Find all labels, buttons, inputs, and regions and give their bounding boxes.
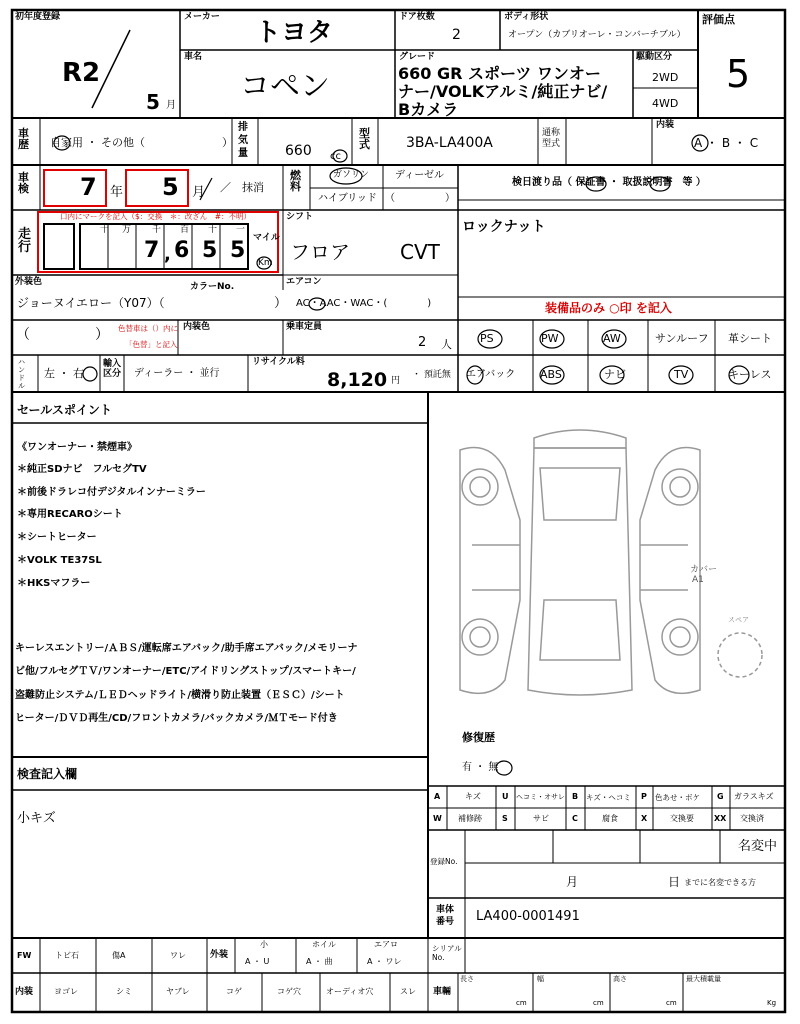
- import-value: ディーラー ・ 並行: [134, 368, 220, 379]
- bottom-ext-label: 外装: [210, 950, 229, 960]
- legend-g: G: [717, 792, 724, 801]
- sales-line-4: ＊専用RECAROシート: [17, 509, 123, 520]
- reg-deadline: までに名変できる方: [684, 878, 756, 887]
- dims-length: 長さ: [460, 975, 474, 983]
- inspection-year: 7: [80, 173, 97, 201]
- month-unit-2: 月: [192, 185, 206, 200]
- mileage-digit-one: 5: [230, 238, 246, 263]
- interior-label: 内装: [656, 120, 675, 130]
- sales-para-4: ヒーター/ＤＶＤ再生/CD/フロントカメラ/バックカメラ/ＭＴモード付き: [15, 713, 338, 724]
- vin-label: 車体番号: [436, 905, 455, 927]
- legend-p: P: [641, 792, 647, 801]
- recycle-unit: 円: [391, 376, 401, 386]
- equip-keyless: キーレス: [728, 368, 772, 381]
- import-label: 輸入区分: [103, 359, 122, 379]
- int-item-5: コゲ穴: [277, 987, 301, 996]
- car-diagram: [460, 430, 762, 695]
- sales-para-3: 盗難防止システム/ＬＥＤヘッドライト/横滑り防止装置（ＥＳＣ）/シート: [15, 690, 345, 701]
- body-label: ボディ形状: [504, 12, 549, 22]
- capacity-label: 乗車定員: [286, 322, 323, 332]
- bottom-aero: エアロ: [374, 940, 398, 949]
- fw-label: FW: [17, 951, 32, 960]
- doors-value: 2: [452, 27, 461, 43]
- int-item-7: スレ: [400, 987, 416, 996]
- sales-para-2: ビ他/フルセグＴＶ/ワンオーナー/ETC/アイドリングストップ/スマートキー/: [15, 666, 356, 677]
- month-unit: 月: [166, 100, 176, 111]
- dims-width: 幅: [537, 975, 544, 983]
- mile-unit: マイル: [253, 233, 280, 243]
- mileage-sep: ,: [164, 244, 171, 265]
- displacement-label: 排気量: [238, 122, 248, 159]
- cover-code: A1: [692, 575, 704, 585]
- sales-line-5: ＊シートヒーター: [17, 532, 97, 543]
- int-color-label: 内装色: [183, 322, 211, 332]
- ext-color-value: ジョーヌイエロー（Y07）（: [17, 296, 165, 310]
- reg-label: 登録No.: [430, 857, 458, 866]
- repair-value: 有 ・ 無: [462, 762, 499, 773]
- legend-p-desc: 色あせ・ボケ: [655, 793, 700, 802]
- handle-value: 左 ・ 右: [44, 367, 84, 380]
- legend-c: C: [572, 814, 578, 823]
- int-paren-open: （: [16, 327, 30, 343]
- legend-u: U: [502, 792, 509, 801]
- spare-label: スペア: [728, 616, 749, 624]
- bottom-small: 小: [260, 940, 268, 949]
- first-reg-month: 5: [146, 90, 160, 114]
- era-year: R2: [62, 58, 101, 88]
- car-name-label: 車名: [184, 52, 203, 62]
- score-label: 評価点: [702, 13, 735, 26]
- inspection-title: 検査記入欄: [17, 767, 78, 781]
- recycle-label: リサイクル料: [252, 357, 305, 367]
- interior-grades: A ・ B ・ C: [694, 136, 759, 150]
- ac-label: エアコン: [286, 277, 322, 287]
- sales-line-6: ＊VOLK TE37SL: [17, 555, 102, 566]
- fuel-hybrid: ハイブリッド: [318, 193, 377, 204]
- sales-line-2: ＊純正SDナビ フルセグTV: [17, 464, 147, 475]
- repaint-note-1: 色替車は（）内に: [118, 324, 178, 333]
- dims-length-unit: cm: [516, 999, 527, 1007]
- body-value: オープン（カブリオーレ・コンバーチブル）: [508, 30, 686, 40]
- fw-item-2: 傷A: [112, 951, 126, 960]
- legend-w: W: [433, 814, 442, 823]
- docs-label: 検日渡り品（ 保証書 ・ 取扱説明書 等 ）: [512, 177, 706, 188]
- equip-tv: TV: [674, 368, 689, 381]
- mileage-digit-thousand: 7: [144, 238, 160, 263]
- unit-ten: 十: [208, 225, 218, 235]
- sales-line-1: 《ワンオーナー・禁煙車》: [17, 442, 137, 453]
- equip-leather: 革シート: [728, 332, 772, 345]
- drive-label: 駆動区分: [636, 52, 673, 62]
- history-label: 車歴: [18, 127, 29, 151]
- int-item-1: ヨゴレ: [54, 987, 78, 996]
- maker-value: トヨタ: [255, 18, 334, 48]
- car-name-value: コペン: [240, 69, 330, 104]
- int-item-2: シミ: [116, 987, 132, 996]
- bottom-aero-val: A ・ ワレ: [367, 957, 402, 966]
- fuel-label: 燃料: [290, 169, 301, 193]
- fw-item-3: ワレ: [170, 951, 186, 960]
- serial-label: シリアルNo.: [432, 944, 462, 962]
- reg-day: 日: [668, 875, 681, 889]
- int-item-4: コゲ: [226, 987, 242, 996]
- repaint-note-2: 「色替」と記入: [125, 340, 178, 349]
- color-no-label: カラーNo.: [190, 282, 235, 292]
- doors-label: ドア枚数: [399, 12, 435, 22]
- grade-line-1: 660 GR スポーツ ワンオー: [398, 64, 601, 83]
- equip-title: 装備品のみ ○印 を記入: [545, 301, 672, 315]
- equip-ps: PS: [480, 332, 494, 345]
- cc-unit: cc: [330, 151, 341, 162]
- legend-a-desc: キズ: [465, 792, 481, 801]
- handle-label: ハンドル: [18, 358, 25, 391]
- dims-height-unit: cm: [666, 999, 677, 1007]
- fuel-other: （ ）: [385, 193, 455, 204]
- bottom-wheel: ホイル: [312, 940, 336, 949]
- equip-abs: ABS: [540, 368, 562, 381]
- unit-one: 一: [236, 225, 246, 235]
- sales-para-1: キーレスエントリー/ＡＢＳ/運転席エアバック/助手席エアバック/メモリーナ: [15, 643, 358, 654]
- sales-line-3: ＊前後ドラレコ付デジタルインナーミラー: [17, 487, 206, 498]
- model-value: 3BA-LA400A: [406, 135, 493, 151]
- capacity-value: 2: [418, 335, 427, 350]
- shift-label: シフト: [286, 212, 314, 222]
- year-unit: 年: [110, 185, 124, 200]
- ext-color-close: ）: [274, 296, 288, 311]
- inspection-label: 車検: [18, 171, 29, 195]
- mileage-label: 走行: [18, 227, 32, 255]
- drive-4wd: 4WD: [652, 97, 679, 110]
- legend-u-desc: ヘコミ・オサレ: [516, 793, 565, 801]
- legend-x-desc: 交換要: [670, 814, 694, 823]
- legend-a: A: [434, 792, 441, 801]
- shift-transmission: CVT: [400, 240, 440, 264]
- dims-height: 高さ: [613, 975, 627, 983]
- erase-label: ／ 抹消: [220, 181, 264, 194]
- legend-s: S: [502, 814, 508, 823]
- legend-w-desc: 補修跡: [458, 814, 482, 823]
- ac-value: AC・AAC・WAC・( ): [296, 298, 432, 309]
- legend-g-desc: ガラスキズ: [734, 792, 774, 801]
- notes-text: ロックナット: [462, 219, 546, 235]
- km-unit: Km: [258, 258, 273, 268]
- legend-xx: XX: [714, 814, 727, 823]
- unit-hundred: 百: [180, 225, 190, 235]
- legend-b-desc: キズ・ヘコミ: [586, 793, 631, 802]
- history-close: ）: [222, 136, 233, 149]
- inspection-note: 小キズ: [17, 811, 56, 826]
- maker-label: メーカー: [184, 12, 220, 22]
- equip-navi: ナビ: [604, 368, 626, 381]
- grade-line-2: ナー/VOLKアルミ/純正ナビ/: [398, 82, 608, 101]
- bottom-int-label: 内装: [15, 987, 34, 997]
- inspection-month: 5: [162, 173, 179, 201]
- dims-label: 車輛: [433, 987, 452, 997]
- cover-label: カバー: [690, 565, 718, 575]
- score-value: 5: [726, 52, 751, 96]
- drive-2wd: 2WD: [652, 71, 679, 84]
- bottom-small-val: A ・ U: [245, 957, 270, 966]
- capacity-unit: 人: [441, 338, 452, 351]
- fuel-diesel: ディーゼル: [395, 170, 444, 181]
- legend-x: X: [641, 814, 648, 823]
- history-value: 自家用 ・ その他（: [50, 136, 145, 149]
- equip-airbag: エアバック: [466, 369, 516, 380]
- bottom-wheel-val: A ・ 曲: [306, 957, 333, 966]
- first-reg-label: 初年度登録: [15, 12, 61, 22]
- fw-item-1: トビ石: [55, 951, 79, 960]
- unit-thousand: 千: [152, 225, 162, 235]
- grade-line-3: Bカメラ: [398, 100, 459, 119]
- fuel-gasoline: ガソリン: [333, 170, 370, 180]
- unit-ten-thousand-ten: 十: [100, 225, 110, 235]
- dims-max-load: 最大積載量: [686, 975, 721, 983]
- dims-kg-unit: Kg: [767, 999, 777, 1007]
- legend-s-desc: サビ: [533, 814, 549, 823]
- equip-pw: PW: [541, 332, 559, 345]
- mileage-note: 口内にマークを記入（$：交換 ＊：改ざん #：不明）: [60, 212, 252, 221]
- mileage-digit-ten: 5: [202, 238, 218, 263]
- reg-month: 月: [566, 875, 579, 889]
- displacement-value: 660: [285, 143, 312, 159]
- equip-sunroof: サンルーフ: [655, 332, 709, 345]
- ext-color-label: 外装色: [15, 277, 43, 287]
- shift-type: フロア: [290, 240, 350, 264]
- sales-line-7: ＊HKSマフラー: [17, 578, 91, 589]
- legend-xx-desc: 交換済: [740, 814, 764, 823]
- int-paren-close: ）: [95, 327, 109, 343]
- repair-label: 修復歴: [462, 731, 495, 744]
- legend-c-desc: 腐食: [602, 814, 618, 823]
- unit-ten-thousand: 万: [122, 225, 132, 235]
- deposit-label: ・ 預託無: [412, 370, 451, 380]
- name-change: 名変中: [738, 839, 778, 854]
- common-label: 通称型式: [542, 128, 561, 149]
- model-label: 型式: [359, 127, 370, 151]
- equip-aw: AW: [603, 332, 621, 345]
- dims-width-unit: cm: [593, 999, 604, 1007]
- grade-label: グレード: [399, 52, 436, 62]
- sales-title: セールスポイント: [17, 403, 112, 417]
- mileage-digit-hundred: 6: [174, 238, 190, 263]
- int-item-6: オーディオ穴: [326, 987, 374, 996]
- vin-value: LA400-0001491: [476, 909, 580, 924]
- legend-b: B: [572, 792, 579, 801]
- int-item-3: ヤブレ: [166, 987, 190, 996]
- recycle-value: 8,120: [327, 369, 388, 391]
